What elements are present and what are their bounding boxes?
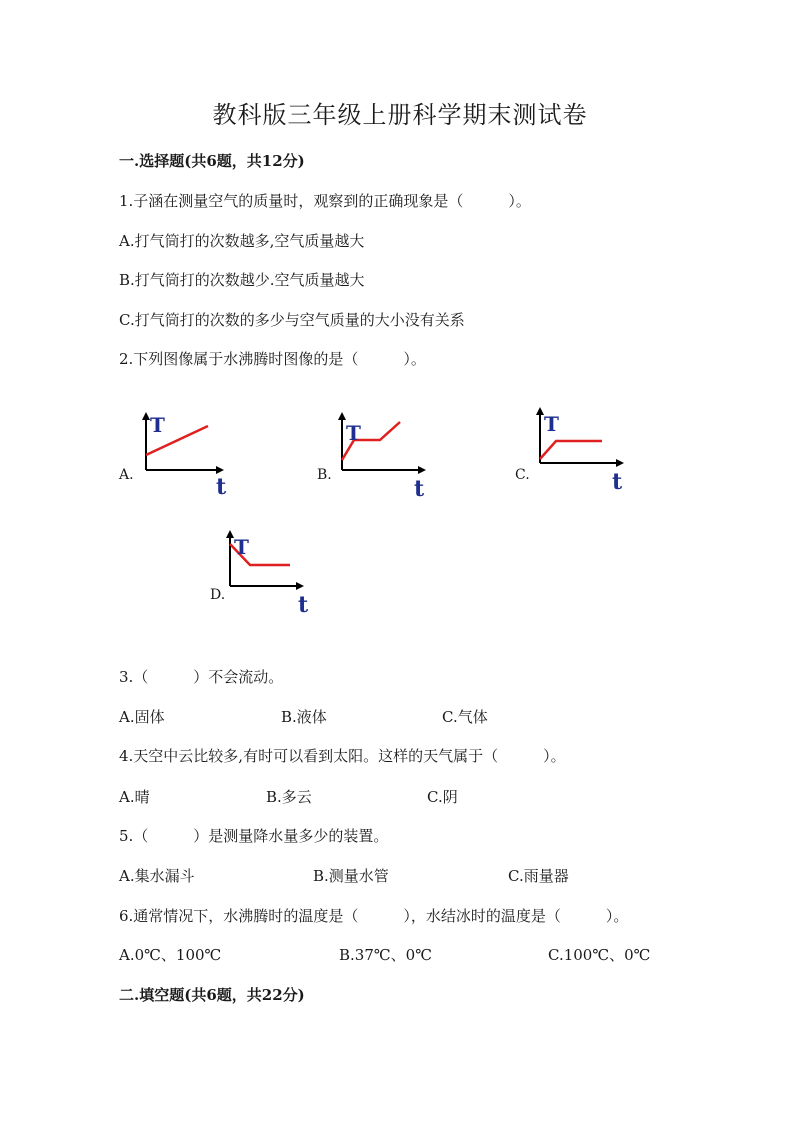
- axis-label-T: T: [346, 421, 361, 445]
- q3-option-a[interactable]: A.固体: [119, 708, 165, 726]
- q1-option-a[interactable]: A.打气筒打的次数越多,空气质量越大: [119, 232, 365, 250]
- y-axis-arrow-icon: [226, 530, 234, 538]
- q1-option-b[interactable]: B.打气筒打的次数越少.空气质量越大: [119, 271, 365, 289]
- q6-option-b[interactable]: B.37℃、0℃: [339, 946, 432, 964]
- question-6: 6.通常情况下，水沸腾时的温度是（ ），水结冰时的温度是（ ）。: [119, 907, 629, 925]
- x-axis-arrow-icon: [296, 582, 304, 590]
- section-heading-choice: 一.选择题(共6题，共12分): [119, 152, 305, 170]
- y-axis-arrow-icon: [536, 407, 544, 415]
- q4-option-c[interactable]: C.阴: [427, 788, 458, 806]
- x-axis-arrow-icon: [616, 459, 624, 467]
- y-axis-arrow-icon: [338, 412, 346, 420]
- temperature-curve: [540, 441, 602, 459]
- axis-label-T: T: [544, 412, 559, 436]
- axis-label-T: T: [150, 413, 165, 437]
- q4-option-a[interactable]: A.晴: [119, 788, 150, 806]
- page-title: 教科版三年级上册科学期末测试卷: [212, 101, 588, 129]
- y-axis-arrow-icon: [142, 412, 150, 420]
- axis-label-t: t: [216, 474, 227, 500]
- q2-option-a-label[interactable]: A.: [119, 467, 134, 483]
- q3-option-b[interactable]: B.液体: [281, 708, 327, 726]
- q6-option-a[interactable]: A.0℃、100℃: [119, 946, 222, 964]
- q5-option-b[interactable]: B.测量水管: [313, 867, 389, 885]
- q2-option-d-label[interactable]: D.: [210, 587, 226, 603]
- q2-option-b-graph[interactable]: [336, 410, 436, 500]
- question-3: 3.（ ）不会流动。: [119, 668, 284, 686]
- q4-option-b[interactable]: B.多云: [266, 788, 312, 806]
- question-4: 4.天空中云比较多,有时可以看到太阳。这样的天气属于（ ）。: [119, 747, 566, 765]
- question-1: 1.子涵在测量空气的质量时，观察到的正确现象是（ ）。: [119, 192, 531, 210]
- q5-option-c[interactable]: C.雨量器: [508, 867, 569, 885]
- axis-label-T: T: [234, 535, 249, 559]
- q5-option-a[interactable]: A.集水漏斗: [119, 867, 195, 885]
- x-axis-arrow-icon: [418, 466, 426, 474]
- axis-label-t: t: [298, 592, 309, 618]
- q2-option-a-graph[interactable]: [140, 410, 240, 500]
- q3-option-c[interactable]: C.气体: [442, 708, 488, 726]
- q2-option-b-label[interactable]: B.: [317, 467, 332, 483]
- q2-option-d-graph[interactable]: [224, 528, 324, 618]
- x-axis-arrow-icon: [216, 466, 224, 474]
- question-2: 2.下列图像属于水沸腾时图像的是（ ）。: [119, 350, 426, 368]
- axis-label-t: t: [414, 476, 425, 500]
- q2-option-c-label[interactable]: C.: [515, 467, 530, 483]
- question-5: 5.（ ）是测量降水量多少的装置。: [119, 827, 389, 845]
- q6-option-c[interactable]: C.100℃、0℃: [548, 946, 651, 964]
- q2-option-c-graph[interactable]: [534, 405, 634, 495]
- q1-option-c[interactable]: C.打气筒打的次数的多少与空气质量的大小没有关系: [119, 311, 465, 329]
- section-heading-fill-blank: 二.填空题(共6题，共22分): [119, 986, 305, 1004]
- axis-label-t: t: [612, 469, 623, 495]
